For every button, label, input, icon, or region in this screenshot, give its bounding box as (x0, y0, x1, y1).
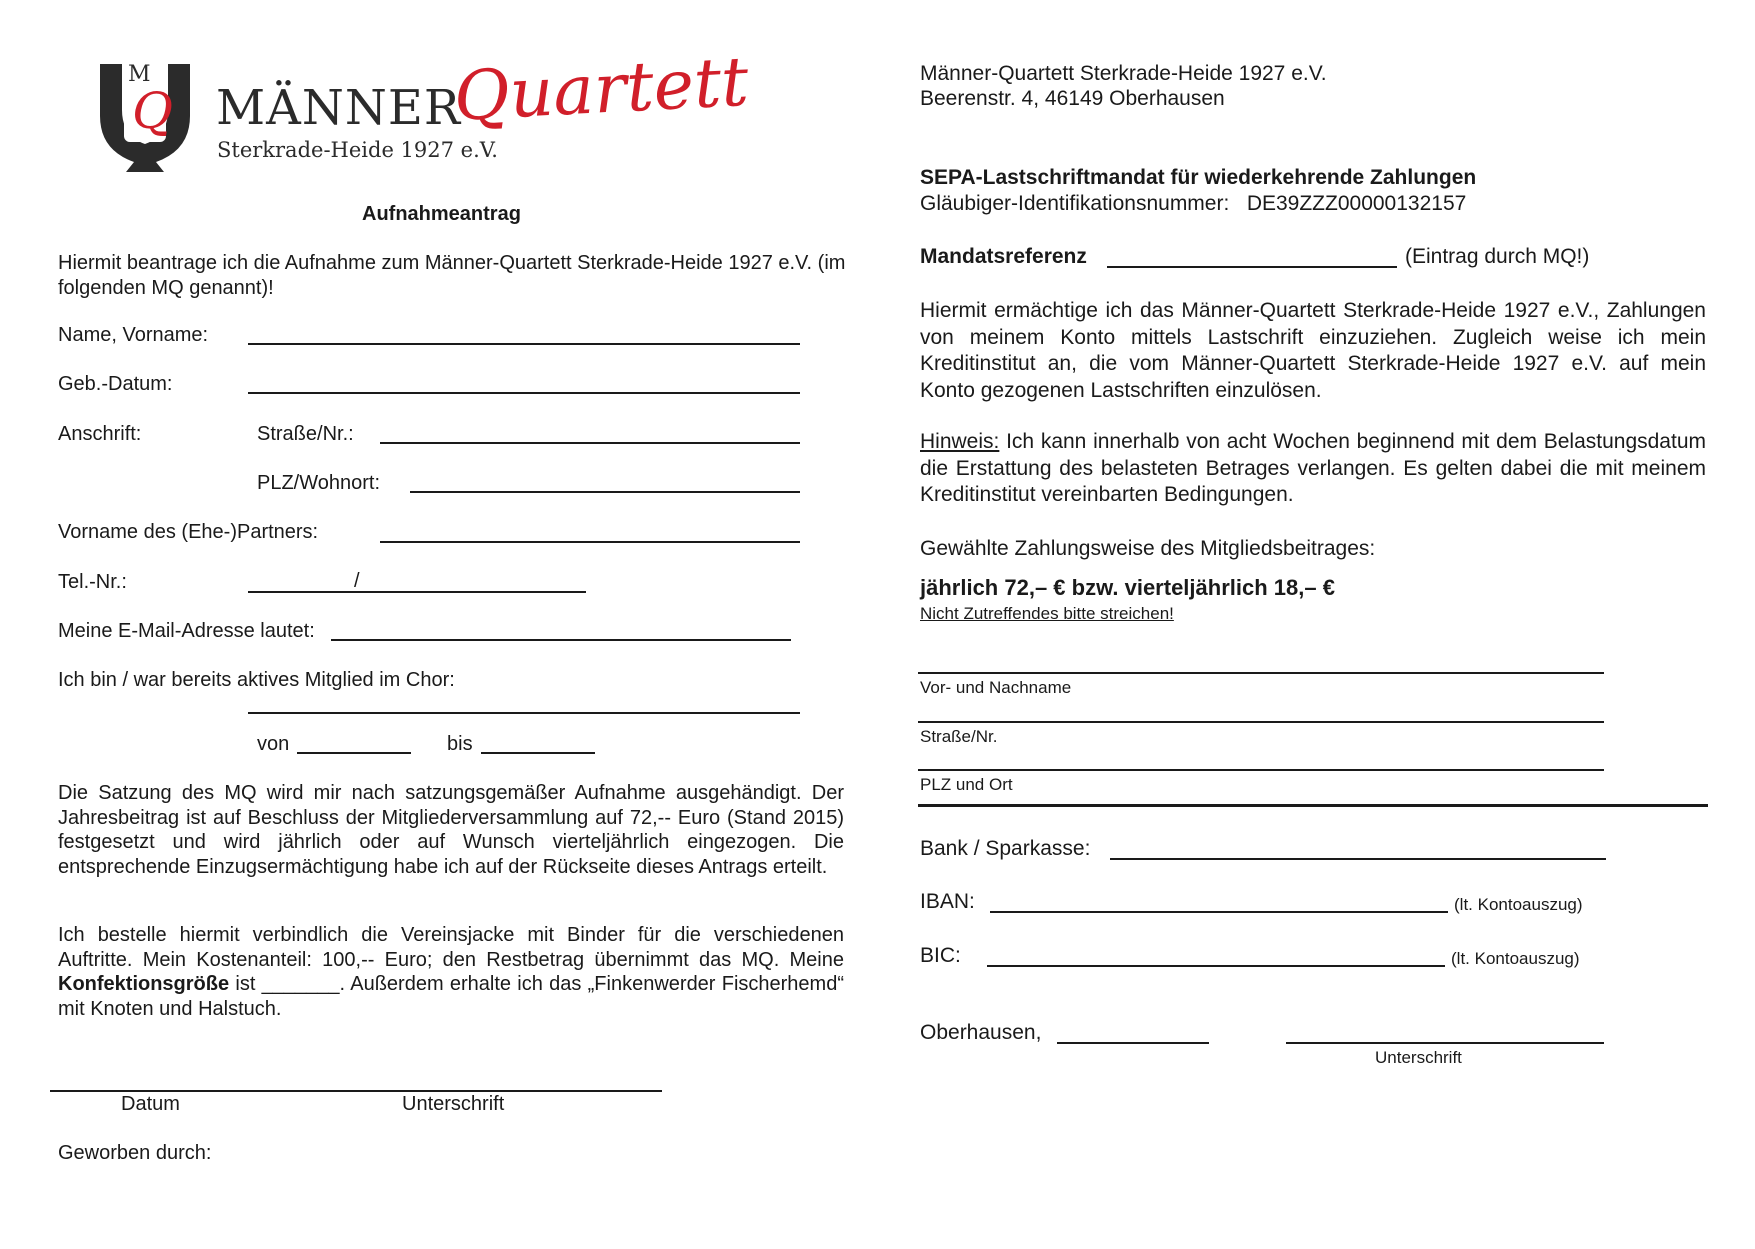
iban-field[interactable] (990, 911, 1448, 913)
hint-text: Ich kann innerhalb von acht Wochen beginnend mit dem Belastungsdatum die Erstattung des belasteten Betrages verlangen. Es gelten dabei die mit meinem Kreditinstitut vereinbarten Bedingungen. (920, 430, 1706, 506)
sepa-title: SEPA-Lastschriftmandat für wiederkehrende Zahlungen (920, 166, 1477, 189)
bank-label: Bank / Sparkasse: (920, 837, 1091, 860)
account-street-field[interactable] (918, 721, 1604, 723)
place-label: Oberhausen, (920, 1021, 1042, 1044)
from-label: von (257, 733, 290, 755)
partner-field[interactable] (380, 541, 800, 543)
partner-label: Vorname des (Ehe-)Partners: (58, 521, 319, 543)
phone-separator: / (354, 570, 360, 592)
creditor-id-label: Gläubiger-Identifikationsnummer: (920, 192, 1230, 215)
phone-prefix-field[interactable] (248, 591, 348, 593)
date-label: Datum (121, 1093, 180, 1115)
street-label: Straße/Nr.: (257, 423, 354, 445)
fullname-field[interactable] (918, 672, 1604, 674)
emblem-letter-q: Q (132, 82, 173, 140)
iban-note: (lt. Kontoauszug) (1454, 895, 1583, 914)
from-field[interactable] (297, 752, 411, 754)
hint-label: Hinweis: (920, 430, 1000, 453)
birthdate-field[interactable] (248, 392, 800, 394)
account-city-field[interactable] (918, 769, 1604, 771)
recruited-by-label: Geworben durch: (58, 1142, 212, 1164)
bic-note: (lt. Kontoauszug) (1451, 949, 1580, 968)
bic-label: BIC: (920, 944, 961, 967)
mandate-reference-label: Mandatsreferenz (920, 245, 1087, 268)
club-logo (92, 42, 832, 182)
payment-options[interactable]: jährlich 72,– € bzw. vierteljährlich 18,– € (920, 575, 1335, 600)
zip-city-field[interactable] (410, 491, 800, 493)
bic-field[interactable] (987, 965, 1445, 967)
bank-field[interactable] (1110, 858, 1606, 860)
logo-subline: Sterkrade-Heide 1927 e.V. (217, 138, 498, 162)
jacket-text-start: Ich bestelle hiermit verbindlich die Vereinsjacke mit Binder für die verschiedenen Auftritte. Mein Kostenanteil: 100,-- Euro; den Restbetrag übernimmt das MQ. Meine (58, 924, 844, 971)
name-field[interactable] (248, 343, 800, 345)
jacket-size-label: Konfektionsgröße (58, 973, 230, 995)
birthdate-label: Geb.-Datum: (58, 373, 173, 395)
logo-word-maenner: MÄNNER (216, 80, 461, 136)
to-field[interactable] (481, 752, 595, 754)
choir-label: Ich bin / war bereits aktives Mitglied im Chor: (58, 669, 455, 691)
zip-city-label: PLZ/Wohnort: (257, 472, 381, 494)
choir-field[interactable] (248, 712, 800, 714)
intro-text: Hiermit beantrage ich die Aufnahme zum Männer-Quartett Sterkrade-Heide 1927 e.V. (im folgenden MQ genannt)! (58, 252, 846, 299)
creditor-id-row (920, 192, 1466, 216)
address-label: Anschrift: (58, 423, 142, 445)
fullname-label: Vor- und Nachname (920, 678, 1072, 697)
creditor-id-value: DE39ZZZ00000132157 (1246, 192, 1467, 215)
account-street-label: Straße/Nr. (920, 727, 998, 746)
account-holder-signature-label: Unterschrift (1375, 1048, 1462, 1067)
email-label: Meine E-Mail-Adresse lautet: (58, 620, 315, 642)
org-name: Männer-Quartett Sterkrade-Heide 1927 e.V. (920, 62, 1327, 85)
mandate-reference-field[interactable] (1107, 266, 1397, 268)
applicant-signature-label: Unterschrift (402, 1093, 505, 1115)
mandate-reference-note: (Eintrag durch MQ!) (1405, 245, 1590, 268)
strike-note: Nicht Zutreffendes bitte streichen! (920, 604, 1174, 623)
statute-paragraph: Die Satzung des MQ wird mir nach satzungsgemäßer Aufnahme ausgehändigt. Der Jahresbeitrag ist auf Beschluss der Mitgliederversammlung auf 72,-- Euro (Stand 2015) festgesetzt und wird jährlich oder auf Wunsch vierteljährlich eingezogen. Die entsprechende Einzugsermächtigung habe ich auf der Rückseite dieses Antrags erteilt. (58, 782, 844, 878)
section-divider (918, 804, 1708, 807)
logo-word-quartett: Quartett (451, 42, 751, 137)
iban-label: IBAN: (920, 890, 975, 913)
name-label: Name, Vorname: (58, 324, 209, 346)
account-city-label: PLZ und Ort (920, 775, 1013, 794)
emblem-letter-m: M (128, 62, 151, 87)
authorization-paragraph: Hiermit ermächtige ich das Männer-Quartett Sterkrade-Heide 1927 e.V., Zahlungen von meinem Konto mittels Lastschrift einzuziehen. Zugleich weise ich mein Kreditinstitut an, die vom Männer-Quartett Sterkrade-Heide 1927 e.V. auf mein Konto gezogenen Lastschriften einzulösen. (920, 299, 1706, 402)
account-holder-signature-field[interactable] (1286, 1042, 1604, 1044)
street-field[interactable] (380, 442, 800, 444)
phone-label: Tel.-Nr.: (58, 571, 127, 593)
place-date-field[interactable] (1057, 1042, 1209, 1044)
org-address: Beerenstr. 4, 46149 Oberhausen (920, 87, 1225, 110)
jacket-paragraph (58, 923, 844, 1021)
form-title: Aufnahmeantrag (362, 203, 521, 225)
jacket-text-end: ist _______. Außerdem erhalte ich das „Finkenwerder Fischerhemd“ mit Knoten und Halstuch. (58, 973, 844, 1020)
hint-paragraph (920, 429, 1706, 509)
payment-method-label: Gewählte Zahlungsweise des Mitgliedsbeitrages: (920, 537, 1376, 560)
email-field[interactable] (331, 639, 791, 641)
to-label: bis (447, 733, 473, 755)
phone-number-field[interactable] (348, 591, 586, 593)
